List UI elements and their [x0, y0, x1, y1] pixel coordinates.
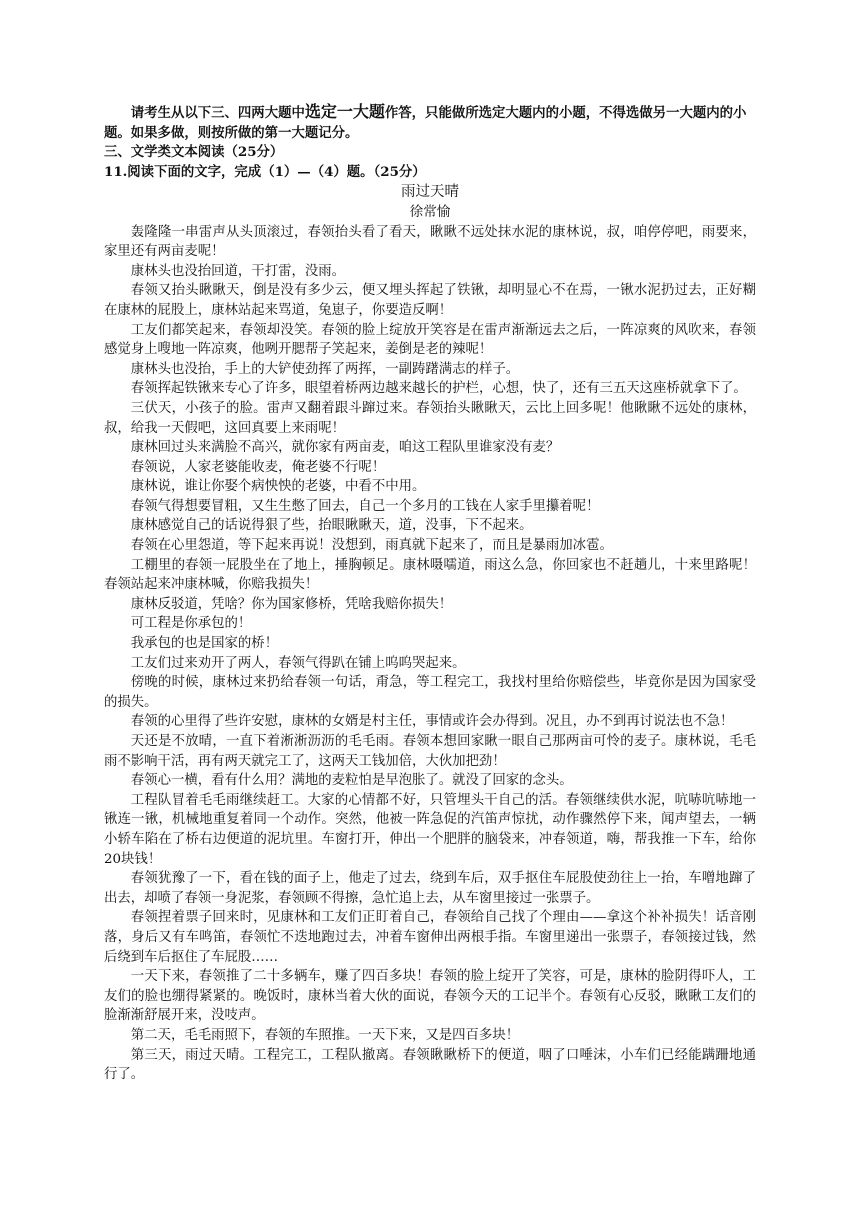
question-heading: 11.阅读下面的文字，完成（1）—（4）题。（25分）: [104, 163, 426, 180]
instruction-post: 作答，只能做所选定大题内的小题，不得选做另一大题内的小题。如果多做，则按所做的第一大题记分。: [104, 105, 747, 141]
story-paragraph: 工程队冒着毛毛雨继续赶工。大家的心情都不好，只管埋头干自己的活。春领继续供水泥，吭哧吭哧地一锹连一锹，机械地重复着同一个动作。突然，他被一阵急促的汽笛声惊扰，动作骤然停下来，闻声望去，一辆小轿车陷在了桥右边便道的泥坑里。车窗打开，伸出一个肥胖的脑袋来，冲春领道，嗨，帮我推一下车，给你20块钱！: [104, 792, 756, 867]
story-author: 徐常愉: [409, 203, 451, 220]
story-paragraph: 春领又抬头瞅瞅天，倒是没有多少云，便又埋头挥起了铁锹，却明显心不在焉，一锹水泥扔过去，正好糊在康林的屁股上，康林站起来骂道，兔崽子，你要造反啊！: [104, 283, 756, 318]
story-paragraph: 天还是不放晴，一直下着淅淅沥沥的毛毛雨。春领本想回家瞅一眼自己那两亩可怜的麦子。康林说，毛毛雨不影响干活，再有两天就完工了，这两天工钱加倍，大伙加把劲！: [104, 734, 756, 769]
story-paragraph: 第二天，毛毛雨照下，春领的车照推。一天下来，又是四百多块！: [130, 1027, 520, 1043]
story-paragraph: 工棚里的春领一屁股坐在了地上，捶胸顿足。康林嗫嚅道，雨这么急，你回家也不赶趟儿，十来里路呢！春领站起来冲康林喊，你赔我损失！: [104, 557, 756, 593]
story-paragraph: 康林头也没抬，手上的大铲使劲挥了两挥，一副踌躇满志的样子。: [130, 361, 520, 377]
instruction-pre: 请考生从以下三、四两大题中: [130, 105, 305, 121]
story-paragraph: 三伏天，小孩子的脸。雷声又翻着跟斗蹿过来。春领抬头瞅瞅天，云比上回多呢！他瞅瞅不远处的康林，叔，给我一天假吧，这回真要上来雨呢！: [104, 400, 756, 436]
story-body: [104, 223, 756, 1085]
story-paragraph: 康林头也没抬回道，干打雷，没雨。: [130, 263, 346, 279]
story-paragraph: 康林回过头来满脸不高兴，就你家有两亩麦，咱这工程队里谁家没有麦？: [130, 440, 560, 456]
story-paragraph: 春领气得想要冒粗，又生生憋了回去，自己一个多月的工钱在人家手里攥着呢！: [130, 498, 600, 514]
story-paragraph: 第三天，雨过天晴。工程完工，工程队撤离。春领瞅瞅桥下的便道，咽了口唾沫，小车们已经能蹒跚地通行了。: [104, 1047, 756, 1083]
story-paragraph: 傍晚的时候，康林过来扔给春领一句话，甭急，等工程完工，我找村里给你赔偿些，毕竟你是因为国家受的损失。: [104, 675, 756, 710]
story-paragraph: 康林感觉自己的话说得狠了些，抬眼瞅瞅天，道，没事，下不起来。: [130, 518, 533, 534]
exam-instruction: [104, 102, 756, 143]
story-paragraph: 康林反驳道，凭啥？你为国家修桥，凭啥我赔你损失！: [130, 596, 453, 612]
story-paragraph: 春领心一横，看有什么用？满地的麦粒怕是早泡胀了。就没了回家的念头。: [130, 773, 573, 789]
section-heading: 三、文学类文本阅读（25分）: [104, 144, 284, 161]
story-paragraph: 工友们都笑起来，春领却没笑。春领的脸上绽放开笑容是在雷声渐渐远去之后，一阵凉爽的风吹来，春领感觉身上嗖地一阵凉爽，他咧开腮帮子笑起来，姜倒是老的辣呢！: [104, 322, 756, 358]
document-page: [104, 96, 756, 1085]
story-paragraph: 春领说，人家老婆能收麦，俺老婆不行呢！: [130, 459, 386, 475]
story-paragraph: 春领的心里得了些许安慰，康林的女婿是村主任，事情或许会办得到。况且，办不到再讨说法也不急！: [130, 714, 734, 730]
story-paragraph: 可工程是你承包的！: [130, 616, 252, 632]
story-paragraph: 康林说，谁让你娶个病怏怏的老婆，中看不中用。: [130, 479, 426, 495]
story-title: 雨过天晴: [401, 184, 459, 201]
story-paragraph: 春领犹豫了一下，看在钱的面子上，他走了过去，绕到车后，双手抠住车屁股使劲往上一抬，车噌地蹿了出去，却喷了春领一身泥浆，春领顾不得擦，急忙追上去，从车窗里接过一张票子。: [104, 871, 756, 906]
story-paragraph: 工友们过来劝开了两人，春领气得趴在铺上呜呜哭起来。: [130, 655, 466, 671]
story-paragraph: 一天下来，春领推了二十多辆车，赚了四百多块！春领的脸上绽开了笑容，可是，康林的脸阴得吓人，工友们的脸也绷得紧紧的。晚饭时，康林当着大伙的面说，春领今天的工记半个。春领有心反驳，瞅瞅工友们的脸渐渐舒展开来，没吱声。: [104, 969, 756, 1024]
story-paragraph: 春领挥起铁锹来专心了许多，眼望着桥两边越来越长的护栏，心想，快了，还有三五天这座桥就拿下了。: [130, 381, 747, 397]
story-paragraph: 春领捏着票子回来时，见康林和工友们正盯着自己，春领给自己找了个理由——拿这个补补损失！话音刚落，身后又有车鸣笛，春领忙不迭地跑过去，冲着车窗伸出两根手指。车窗里递出一张票子，春领接过钱，然后绕到车后抠住了车屁股……: [104, 910, 756, 965]
story-paragraph: 我承包的也是国家的桥！: [130, 636, 279, 652]
story-paragraph: 轰隆隆一串雷声从头顶滚过，春领抬头看了看天，瞅瞅不远处抹水泥的康林说，叔，咱停停吧，雨要来，家里还有两亩麦呢！: [104, 224, 756, 260]
instruction-emphasis: 选定一大题: [304, 102, 385, 121]
story-paragraph: 春领在心里怨道，等下起来再说！没想到，雨真就下起来了，而且是暴雨加冰雹。: [130, 538, 613, 554]
